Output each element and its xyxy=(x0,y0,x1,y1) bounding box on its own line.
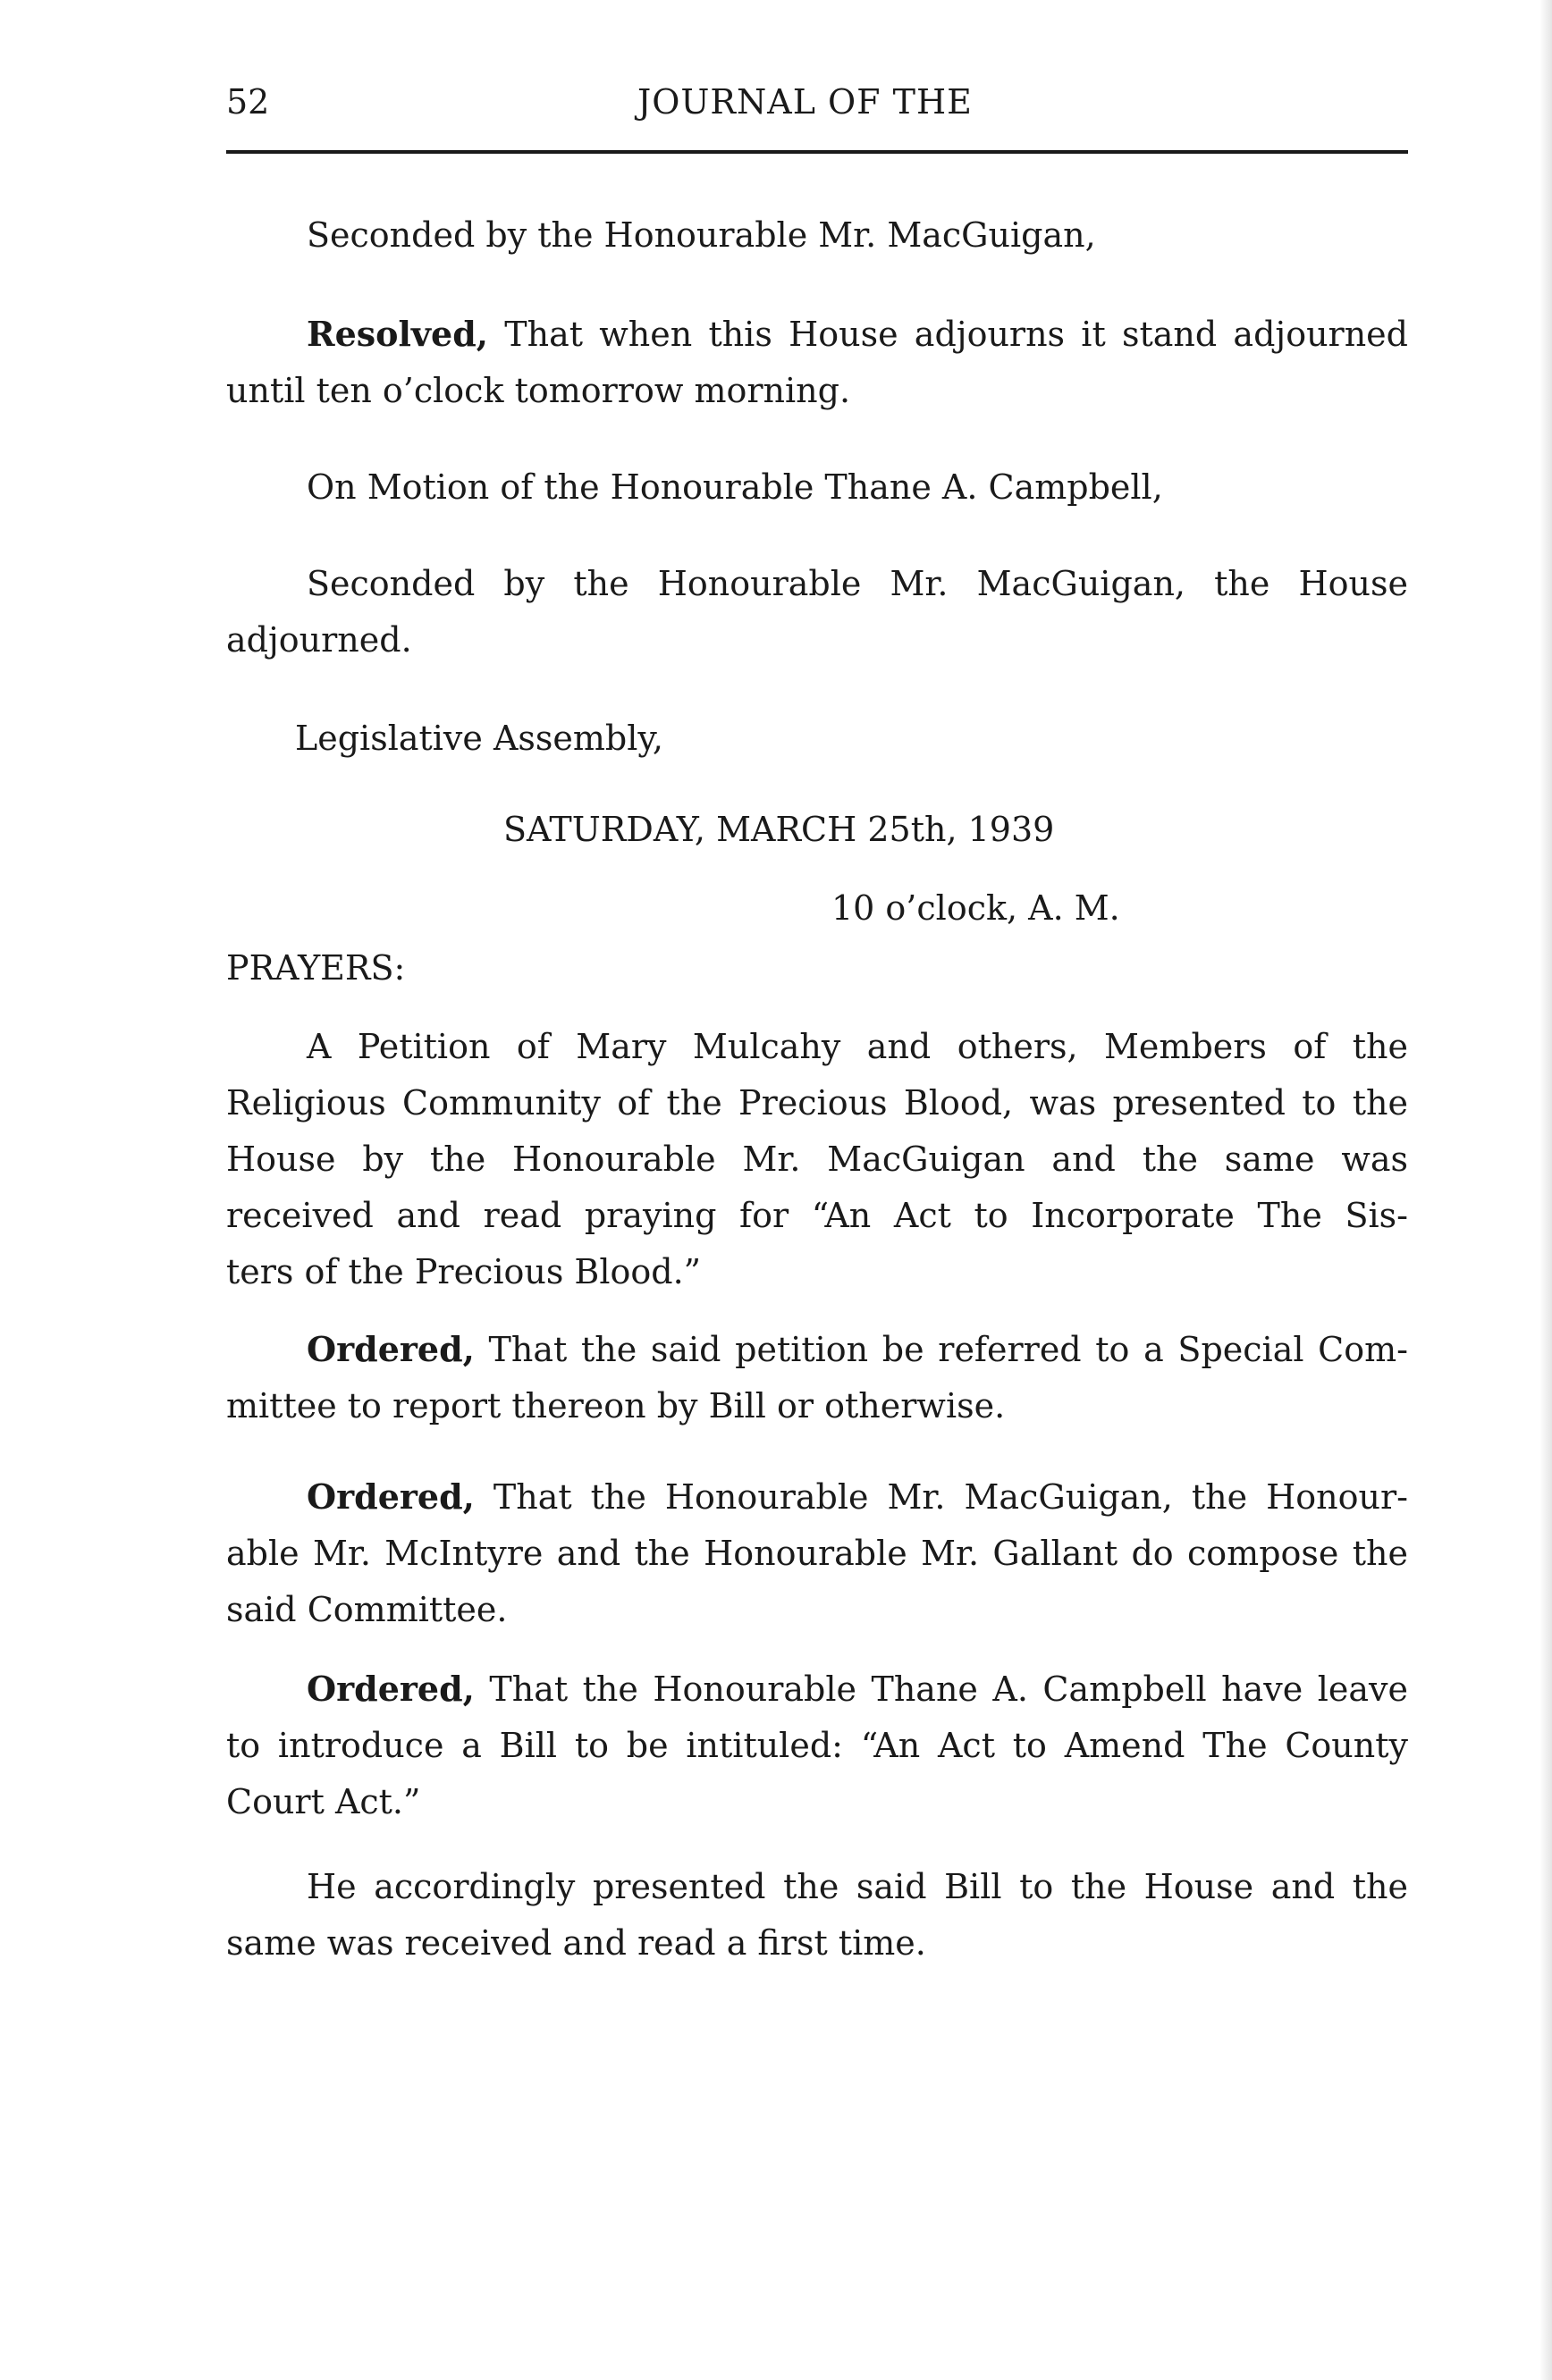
ordered-bill-line-2: to introduce a Bill to be intituled: “An Act to Amend The County xyxy=(226,1726,1408,1765)
page-header xyxy=(226,82,1408,136)
page-edge-shadow xyxy=(1539,0,1552,2380)
first-reading-line-2: same was received and read a first time. xyxy=(226,1923,926,1963)
petition-line-3: House by the Honourable Mr. MacGuigan and the same was xyxy=(226,1140,1408,1179)
ordered-members-line-1 xyxy=(226,1468,1408,1526)
page-number: 52 xyxy=(226,82,270,122)
prayers-heading: PRAYERS: xyxy=(226,948,406,988)
ordered-members-line-3: said Committee. xyxy=(226,1590,508,1629)
ordered-bill-line-1 xyxy=(226,1661,1408,1718)
legislative-assembly: Legislative Assembly, xyxy=(295,719,663,758)
ordered-label-2: Ordered, xyxy=(307,1476,475,1517)
petition-paragraph xyxy=(226,1019,1408,1300)
adjourned-line-1: Seconded by the Honourable Mr. MacGuigan, the House xyxy=(307,564,1408,603)
header-rule xyxy=(226,150,1408,154)
resolved-line-2: until ten o’clock tomorrow morning. xyxy=(226,371,851,410)
ordered-bill-line-3: Court Act.” xyxy=(226,1782,421,1821)
resolved-text-1: That when this House adjourns it stand adjourned xyxy=(504,315,1408,354)
sitting-time: 10 o’clock, A. M. xyxy=(831,888,1120,928)
ordered-bill-paragraph xyxy=(226,1661,1408,1830)
petition-line-1: A Petition of Mary Mulcahy and others, Members of the xyxy=(307,1027,1408,1066)
petition-line-2: Religious Community of the Precious Blood, was presented to the xyxy=(226,1083,1408,1123)
ordered-committee-text-1: That the said petition be referred to a Special Com- xyxy=(488,1330,1408,1369)
resolved-paragraph xyxy=(226,306,1408,419)
motion-line: On Motion of the Honourable Thane A. Campbell, xyxy=(307,467,1163,507)
resolved-label: Resolved, xyxy=(307,314,488,354)
running-head: JOURNAL OF THE xyxy=(637,82,973,122)
ordered-members-paragraph xyxy=(226,1468,1408,1638)
resolved-line-1 xyxy=(226,306,1408,363)
sitting-date: SATURDAY, MARCH 25th, 1939 xyxy=(503,810,1055,849)
ordered-members-text-1: That the Honourable Mr. MacGuigan, the Honour- xyxy=(493,1477,1408,1517)
ordered-committee-paragraph xyxy=(226,1321,1408,1434)
ordered-label-3: Ordered, xyxy=(307,1669,475,1709)
ordered-bill-text-1: That the Honourable Thane A. Campbell have leave xyxy=(489,1669,1408,1709)
seconded-line: Seconded by the Honourable Mr. MacGuigan, xyxy=(307,215,1096,255)
ordered-label-1: Ordered, xyxy=(307,1329,475,1369)
petition-line-4: received and read praying for “An Act to Incorporate The Sis- xyxy=(226,1196,1408,1235)
ordered-members-line-2: able Mr. McIntyre and the Honourable Mr. Gallant do compose the xyxy=(226,1534,1408,1573)
first-reading-line-1: He accordingly presented the said Bill to the House and the xyxy=(307,1867,1408,1906)
first-reading-paragraph xyxy=(226,1859,1408,1972)
ordered-committee-line-1 xyxy=(226,1321,1408,1378)
adjourned-line-2: adjourned. xyxy=(226,620,412,660)
adjourned-paragraph xyxy=(226,556,1408,669)
ordered-committee-line-2: mittee to report thereon by Bill or otherwise. xyxy=(226,1386,1006,1425)
petition-line-5: ters of the Precious Blood.” xyxy=(226,1252,702,1291)
